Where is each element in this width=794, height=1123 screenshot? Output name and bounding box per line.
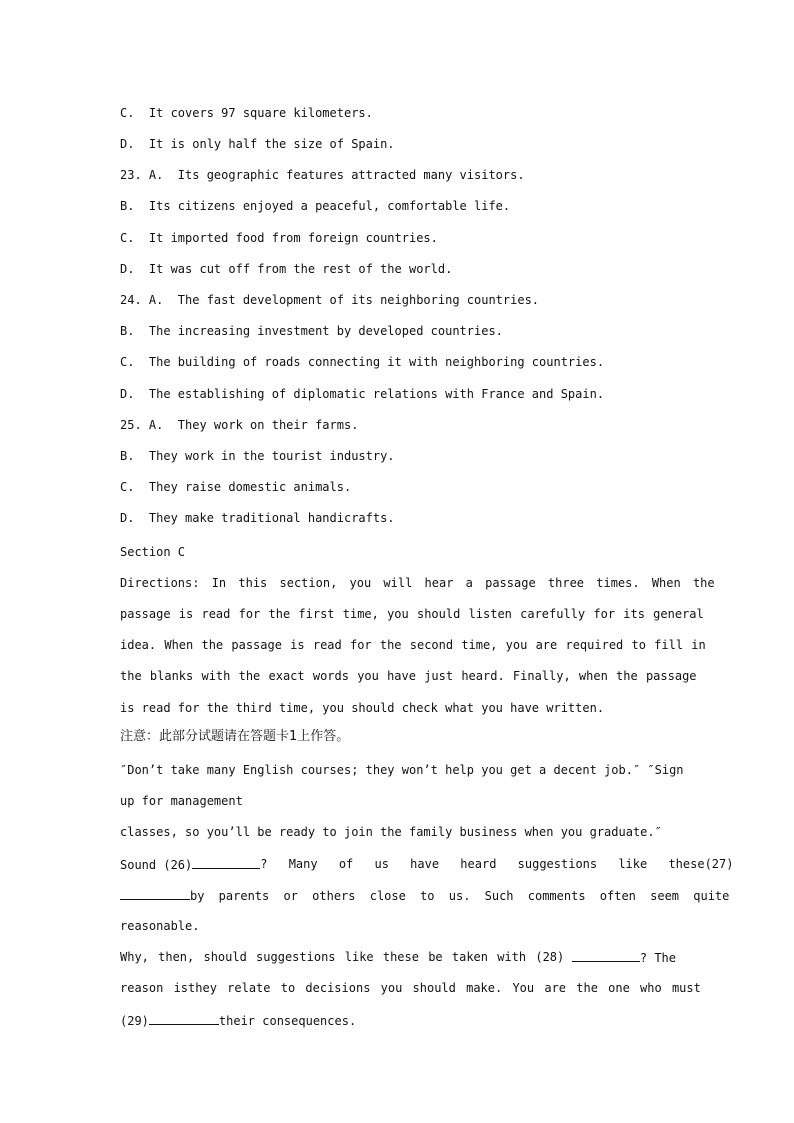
q25-option-c: C. They raise domestic animals. bbox=[120, 480, 352, 494]
directions-line: the blanks with the exact words you have just heard. Finally, when the passage bbox=[120, 669, 697, 683]
q23-option-a: 23. A. Its geographic features attracted many visitors. bbox=[120, 168, 525, 182]
q23-option-c: C. It imported food from foreign countries. bbox=[120, 231, 438, 245]
q22-option-c: C. It covers 97 square kilometers. bbox=[120, 106, 373, 120]
q24-option-a: 24. A. The fast development of its neighboring countries. bbox=[120, 293, 540, 307]
blank-26[interactable] bbox=[192, 856, 260, 869]
passage-text: by parents or others close to us. Such comments often seem quite bbox=[190, 889, 730, 903]
q22-option-d: D. It is only half the size of Spain. bbox=[120, 137, 395, 151]
q25-option-d: D. They make traditional handicrafts. bbox=[120, 511, 395, 525]
passage-line: classes, so you’ll be ready to join the family business when you graduate.″ bbox=[120, 825, 662, 839]
q23-option-b: B. Its citizens enjoyed a peaceful, comfortable life. bbox=[120, 199, 511, 213]
passage-line: reason isthey relate to decisions you should make. You are the one who must bbox=[120, 981, 701, 995]
directions-line: is read for the third time, you should check what you have written. bbox=[120, 701, 605, 715]
passage-line: ″Don’t take many English courses; they won’t help you get a decent job.″ ″Sign bbox=[120, 763, 684, 777]
blank-27[interactable] bbox=[120, 887, 190, 900]
q24-option-d: D. The establishing of diplomatic relations with France and Spain. bbox=[120, 387, 605, 401]
passage-text: Sound (26) bbox=[120, 858, 193, 872]
passage-line bbox=[120, 887, 730, 903]
passage-line: up for management bbox=[120, 794, 243, 808]
q23-option-d: D. It was cut off from the rest of the world. bbox=[120, 262, 453, 276]
q25-option-a: 25. A. They work on their farms. bbox=[120, 418, 359, 432]
answer-sheet-note: 注意：此部分试题请在答题卡1上作答。 bbox=[120, 729, 350, 744]
passage-text: ? Many of us have heard suggestions like these(27) bbox=[260, 857, 734, 871]
passage-text: (29) bbox=[120, 1014, 149, 1028]
directions-line: idea. When the passage is read for the second time, you are required to fill in bbox=[120, 638, 706, 652]
directions-line: passage is read for the first time, you should listen carefully for its general bbox=[120, 607, 704, 621]
q24-option-c: C. The building of roads connecting it with neighboring countries. bbox=[120, 355, 605, 369]
passage-text: ? The bbox=[639, 951, 676, 965]
blank-29[interactable] bbox=[149, 1012, 219, 1025]
passage-line bbox=[120, 1012, 676, 1028]
passage-text: their consequences. bbox=[218, 1014, 357, 1028]
section-heading: Section C bbox=[120, 545, 186, 559]
passage-text: Why, then, should suggestions like these be taken with (28) bbox=[120, 950, 565, 964]
directions-line: Directions: In this section, you will hear a passage three times. When the bbox=[120, 576, 715, 590]
passage-line bbox=[120, 856, 734, 872]
passage-line bbox=[120, 949, 676, 965]
passage-line: reasonable. bbox=[120, 919, 200, 933]
q25-option-b: B. They work in the tourist industry. bbox=[120, 449, 395, 463]
blank-28[interactable] bbox=[572, 949, 640, 962]
q24-option-b: B. The increasing investment by developed countries. bbox=[120, 324, 503, 338]
